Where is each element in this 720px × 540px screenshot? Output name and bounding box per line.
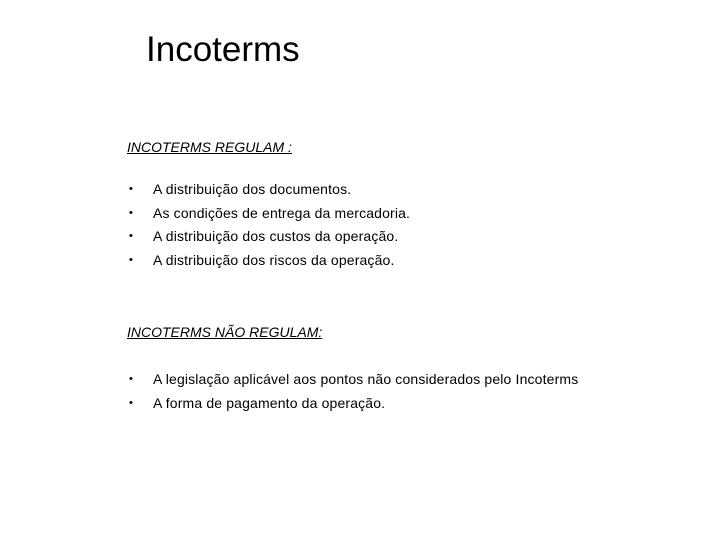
list-item-text: A forma de pagamento da operação. (153, 394, 386, 411)
section-heading-regulam: INCOTERMS REGULAM : (127, 139, 292, 155)
bullet-icon: • (129, 373, 133, 385)
bullet-icon: • (129, 253, 133, 266)
section-heading-nao-regulam: INCOTERMS NÃO REGULAM: (127, 324, 323, 340)
list-item-text: As condições de entrega da mercadoria. (153, 204, 411, 221)
bullet-icon: • (129, 183, 133, 195)
list-item-text: A distribuição dos custos da operação. (153, 228, 399, 244)
list-item-text: A distribuição dos riscos da operação. (153, 251, 395, 268)
bullet-icon: • (129, 206, 133, 219)
slide-title: Incoterms (146, 30, 300, 69)
bullet-icon: • (129, 230, 133, 242)
bullet-icon: • (129, 396, 133, 409)
list-item-text: A legislação aplicável aos pontos não considerados pelo Incoterms (153, 371, 579, 387)
list-item-text: A distribuição dos documentos. (153, 181, 352, 197)
